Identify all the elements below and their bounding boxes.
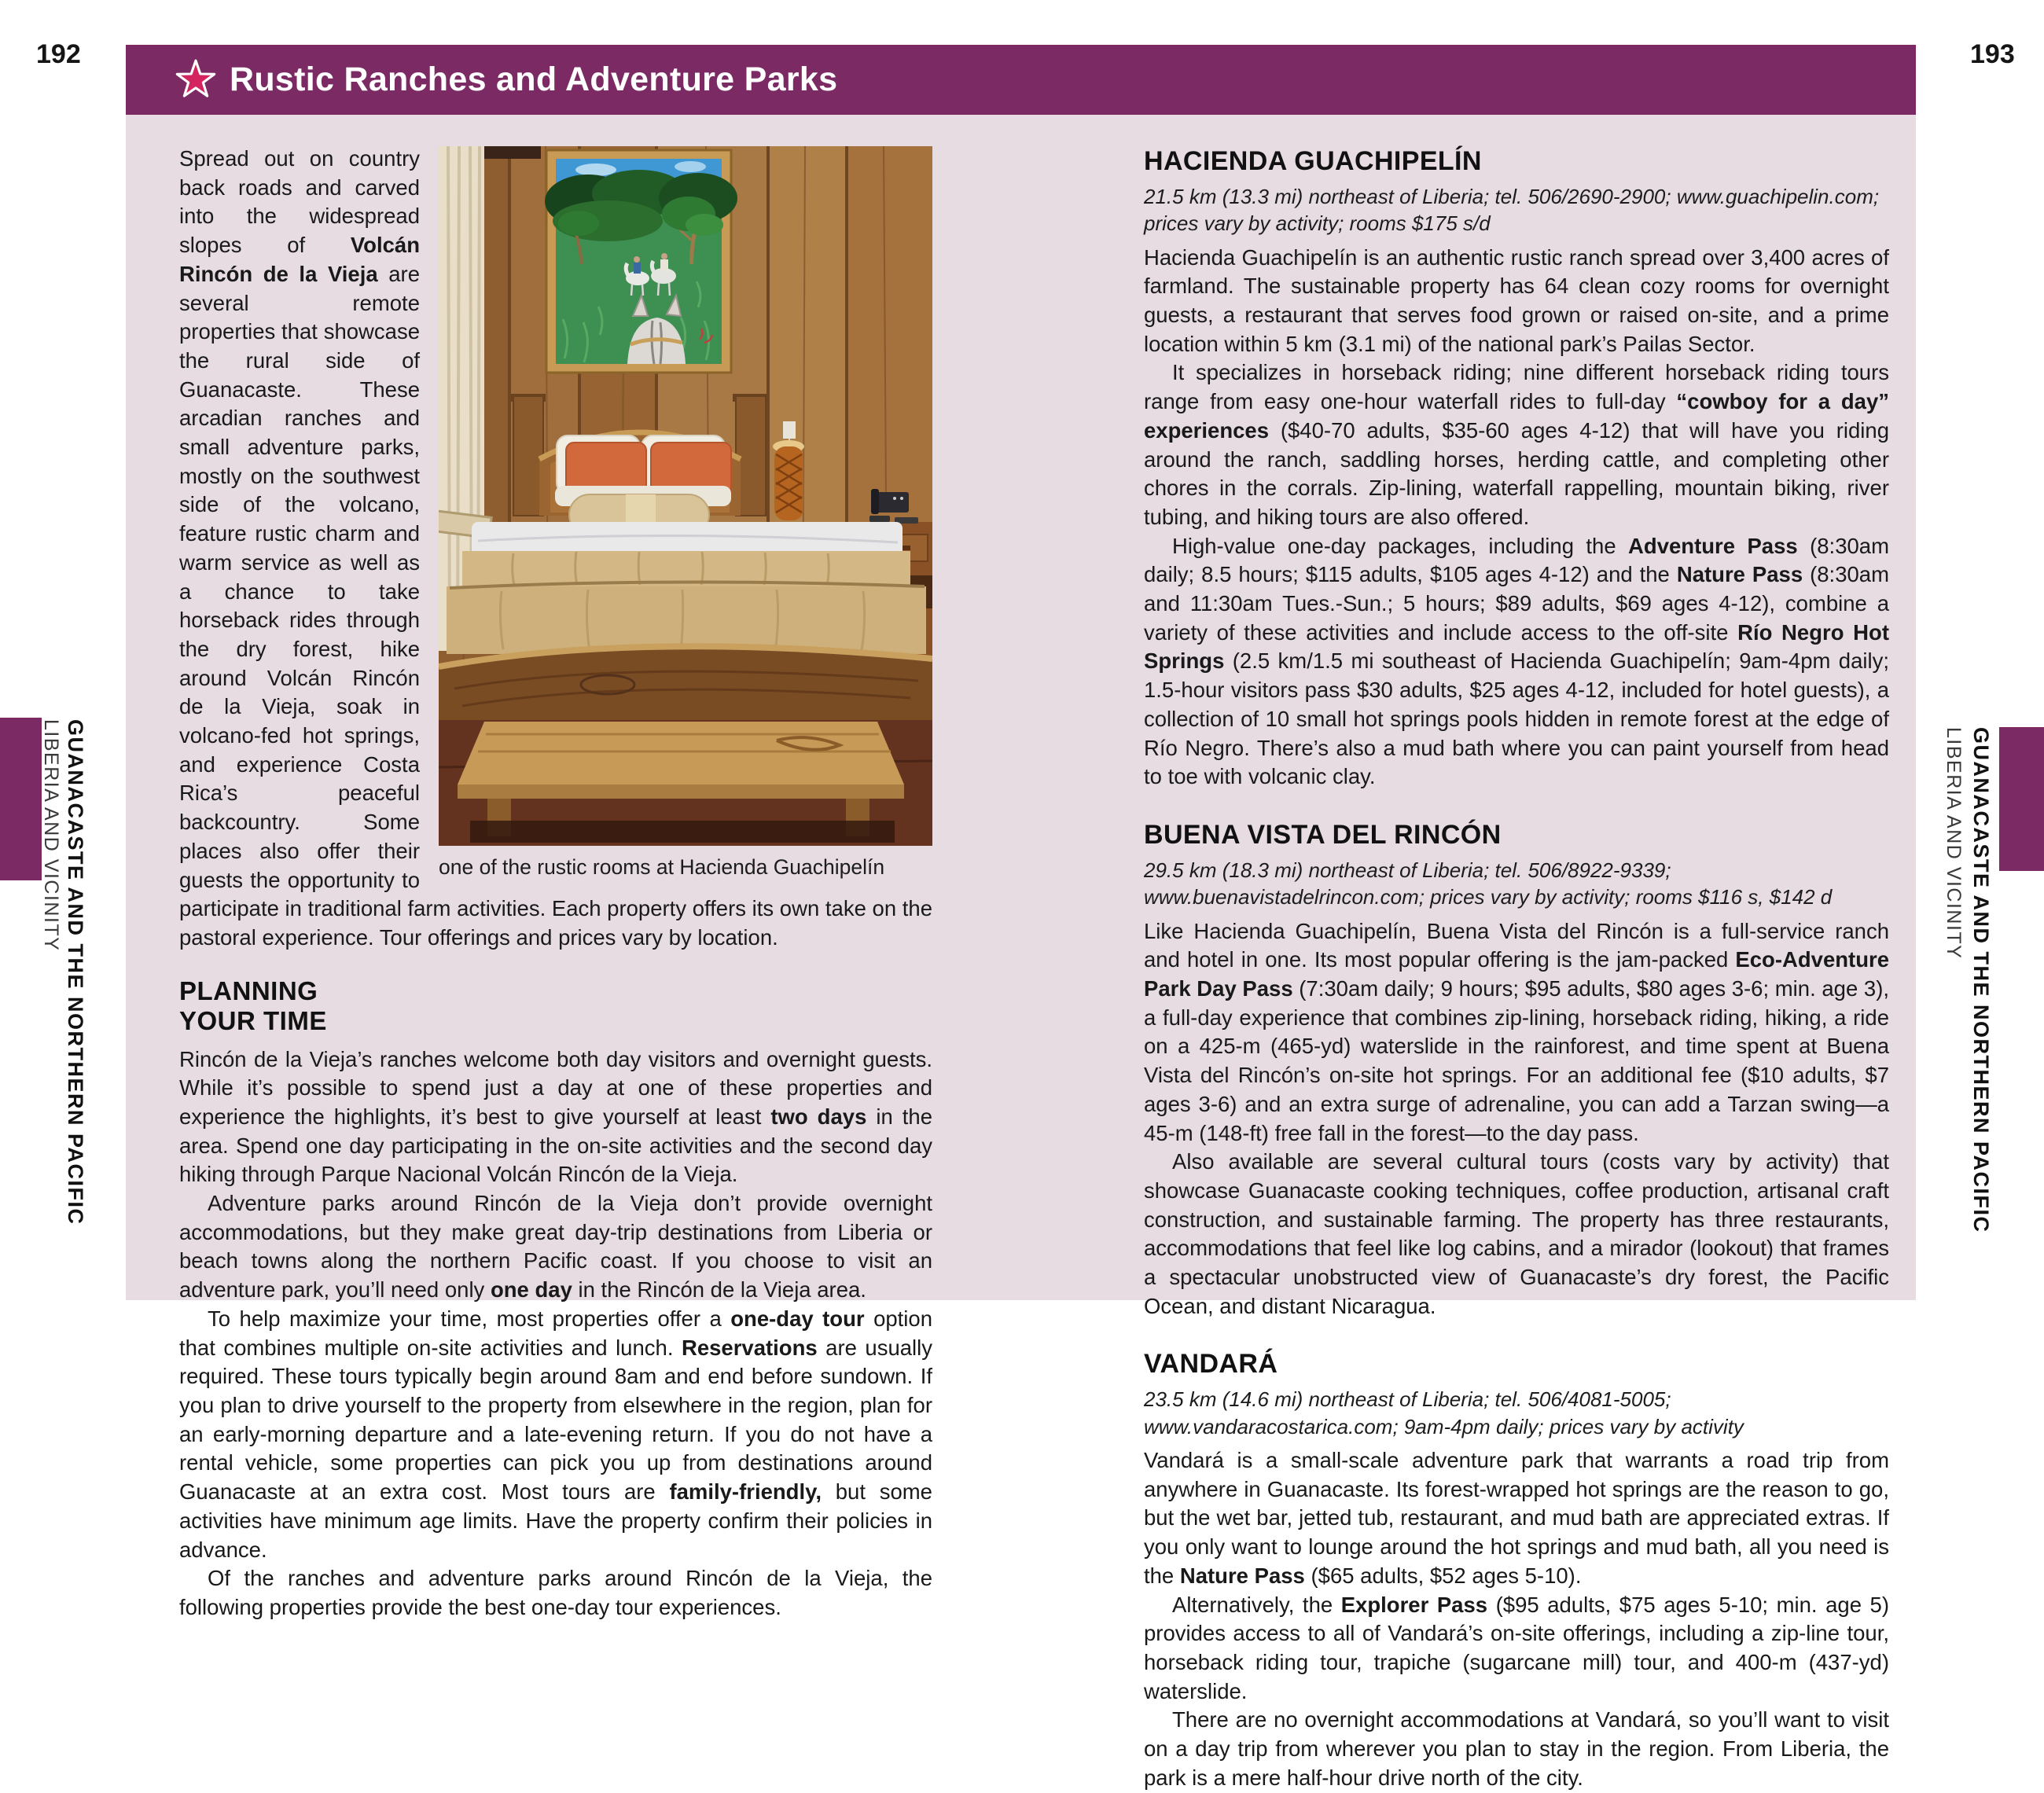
intro-paragraph: Spread out on country back roads and carved into the widespread slopes of Volcán Rincón de la Vieja are several remote properties that showcase the rural side of Guanacaste. These arcadian ranches and small adventure parks, mostly on the southwest side of the volcano, feature rustic charm and warm service as well as a chance to take horseback rides through the dry forest, hike around Volcán Rincón de la Vieja, soak in volcano-fed hot springs, and experience Costa Rica’s peaceful backcountry. Some places also offer their guests the opportunity to participate in traditional farm activities. Each property offers its own take on the pastoral experience. Tour offerings and prices vary by location.: [179, 146, 932, 950]
page-number-left: 192: [36, 39, 81, 69]
listing-paragraph: Alternatively, the Explorer Pass ($95 adults, $75 ages 5-10; min. age 5) provides access to all of Vandará’s on-site offerings, including a zip-line tour, horseback riding tour, trapiche (sugarcane mill) tour, and 400-m (437-yd) waterslide.: [1144, 1592, 1890, 1703]
planning-heading-line1: PLANNING: [179, 975, 318, 1005]
room-photo-figure: [439, 146, 932, 880]
page-number-right: 193: [1970, 39, 2015, 69]
section-header-band: [126, 45, 1916, 115]
listing-paragraph: Hacienda Guachipelín is an authentic rustic ranch spread over 3,400 acres of farmland. The sustainable property has 64 clean cozy rooms for overnight guests, a restaurant that serves food grown or raised on-site, and a prime location within 5 km (3.1 mi) of the national park’s Pailas Sector.: [1144, 244, 1889, 356]
planning-paragraph-4: Of the ranches and adventure parks around Rincón de la Vieja, the following properties provide the best one-day tour experiences.: [179, 1566, 932, 1619]
left-page: [179, 145, 932, 1622]
listing-paragraph: Vandará is a small-scale adventure park that warrants a road trip from anywhere in Guanacaste. Its forest-wrapped hot springs are the reason to go, but the wet bar, jetted tub, restaurant, and mud bath are appreciated extras. If you only want to lounge around the hot springs and mud bath, all you need is the Nature Pass ($65 adults, $52 ages 5-10).: [1144, 1448, 1889, 1588]
sidebar-chapter-label-right: GUANACASTE AND THE NORTHERN PACIFIC: [1969, 727, 1993, 1233]
listing-vandara: [1144, 1349, 1889, 1792]
photo-caption: one of the rustic rooms at Hacienda Guachipelín: [439, 855, 885, 879]
listing-paragraph: Like Hacienda Guachipelín, Buena Vista del Rincón is a full-service ranch and hotel in one. Its most popular offering is the jam-packed Eco-Adventure Park Day Pass (7:30am daily; 9 hours; $95 adults, $80 ages 3-6; min. age 3), a full-day experience that combines zip-lining, horseback riding, hiking, a ride on a 425-m (465-yd) waterslide in the rainforest, and time spent at Buena Vista del Rincón’s on-site hot springs. For an additional fee ($10 adults, $7 ages 3-6) and an extra surge of adrenaline, you can add a Tarzan swing—a 45-m (148-ft) free fall in the forest—to the day pass.: [1144, 918, 1889, 1145]
planning-paragraph-3: To help maximize your time, most properties offer a one-day tour option that combines multiple on-site activities and lunch. Reservations are usually required. These tours typically begin around 8am and end before sundown. If you plan to drive yourself to the property from elsewhere in the region, plan for an early-morning departure and a late-evening return. If you do not have a rental vehicle, some properties can pick you up from destinations around Guanacaste at an extra cost. Most tours are family-friendly, but some activities have minimum age limits. Have the property confirm their policies in advance.: [179, 1306, 932, 1562]
sidebar-section-label-left: LIBERIA AND VICINITY: [40, 719, 62, 952]
planning-paragraph-2: Adventure parks around Rincón de la Vieja don’t provide overnight accommodations, but they make great day-trip destinations from Liberia or beach towns along the northern Pacific coast. If you choose to visit an adventure park, you’ll need only one day in the Rincón de la Vieja area.: [179, 1191, 932, 1302]
right-page: [1144, 146, 1889, 1793]
planning-your-time-heading: [179, 976, 932, 1036]
listing-name: BUENA VISTA DEL RINCÓN: [1144, 819, 1502, 850]
section-title: Rustic Ranches and Adventure Parks: [230, 61, 838, 98]
listing-name: VANDARÁ: [1144, 1349, 1278, 1380]
listing-details: 21.5 km (13.3 mi) northeast of Liberia; tel. 506/2690-2900; www.guachipelin.com; prices vary by activity; rooms $175 s/d: [1144, 185, 1880, 236]
listing-details: 29.5 km (18.3 mi) northeast of Liberia; tel. 506/8922-9339; www.buenavistadelrincon.com; prices vary by activity; rooms $116 s, $142 d: [1144, 858, 1833, 909]
listing-paragraph: There are no overnight accommodations at Vandará, so you’ll want to visit on a day trip from wherever you plan to stay in the region. From Liberia, the park is a mere half-hour drive north of the city.: [1144, 1707, 1889, 1790]
listing-name: HACIENDA GUACHIPELÍN: [1144, 146, 1482, 176]
listing-hacienda-guachipelin: [1144, 146, 1889, 792]
star-icon: [175, 59, 217, 101]
room-photo: [439, 146, 932, 846]
listing-paragraph: High-value one-day packages, including the Adventure Pass (8:30am daily; 8.5 hours; $115 adults, $105 ages 4-12) and the Nature Pass (8:30am and 11:30am Tues.-Sun.; 5 hours; $89 adults, $69 ages 4-12), combine a variety of these activities and include access to the off-site Río Negro Hot Springs (2.5 km/1.5 mi southeast of Hacienda Guachipelín; 9am-4pm daily; 1.5-hour visitors pass $30 adults, $25 ages 4-12, included for hotel guests), a collection of 10 small hot springs pools hidden in remote forest at the edge of Río Negro. There’s also a mud bath where you can paint yourself from head to toe with volcanic clay.: [1144, 533, 1889, 789]
chapter-tab-left: [0, 718, 42, 880]
sidebar-chapter-label-left: GUANACASTE AND THE NORTHERN PACIFIC: [64, 719, 87, 1225]
listing-paragraph: It specializes in horseback riding; nine different horseback riding tours range from easy one-hour waterfall rides to full-day “cowboy for a day” experiences ($40-70 adults, $35-60 ages 4-12) that will have you riding around the ranch, saddling horses, herding cattle, and completing other chores in the corrals. Zip-lining, waterfall rappelling, mountain biking, river tubing, and hiking tours are also offered.: [1144, 360, 1890, 529]
listing-details: 23.5 km (14.6 mi) northeast of Liberia; tel. 506/4081-5005; www.vandaracostarica.com; 9am-4pm daily; prices vary by activity: [1144, 1387, 1744, 1438]
sidebar-section-label-right: LIBERIA AND VICINITY: [1943, 727, 1965, 960]
rustic-room-illustration: [439, 146, 932, 846]
planning-paragraph-1: Rincón de la Vieja’s ranches welcome both day visitors and overnight guests. While it’s possible to spend just a day at one of these properties and experience the highlights, it’s best to give yourself at least two days in the area. Spend one day participating in the on-site activities and the second day hiking through Parque Nacional Volcán Rincón de la Vieja.: [179, 1046, 932, 1187]
content-panel: [126, 115, 1916, 1790]
listing-buena-vista-del-rincon: [1144, 820, 1889, 1321]
chapter-tab-right: [1999, 727, 2044, 871]
listing-paragraph: Also available are several cultural tours (costs vary by activity) that showcase Guanacaste cooking techniques, coffee production, artisanal craft construction, and sustainable farming. The property has three restaurants, accommodations that feel like log cabins, and a mirador (lookout) that frames a spectacular unobstructed view of Guanacaste’s dry forest, the Pacific Ocean, and distant Nicaragua.: [1144, 1149, 1889, 1318]
planning-heading-line2: YOUR TIME: [179, 1005, 327, 1035]
